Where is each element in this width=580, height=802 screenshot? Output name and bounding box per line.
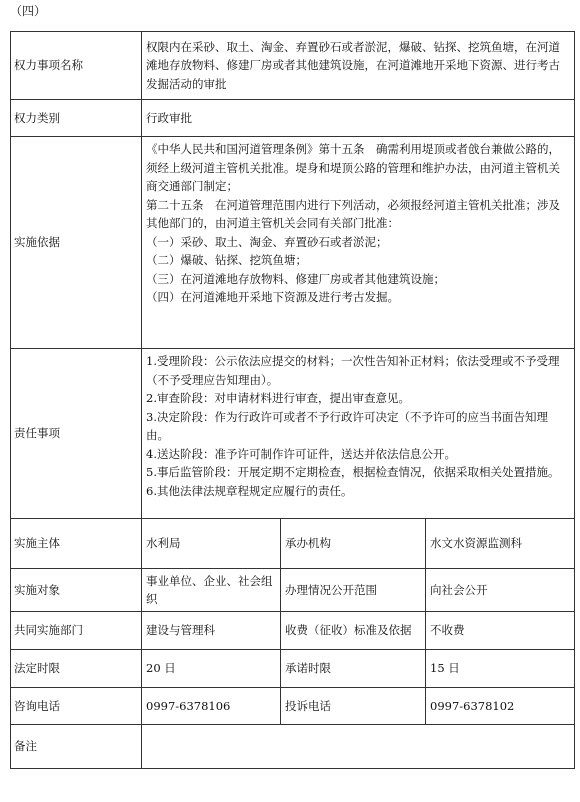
- disclosure-scope-value: 向社会公开: [426, 569, 575, 612]
- remark-label: 备注: [11, 725, 142, 769]
- promised-limit-label: 承诺时限: [281, 650, 426, 688]
- power-item-table: [10, 31, 575, 769]
- remark-value: [142, 725, 575, 769]
- joint-dept-value: 建设与管理科: [142, 612, 281, 650]
- responsibility-item: 3.决定阶段：作为行政许可或者不予行政许可决定（不予许可的应当书面告知理由。: [146, 409, 548, 442]
- responsibility-label: 责任事项: [11, 349, 142, 519]
- responsibility-item: 6.其他法律法规章程规定应履行的责任。: [146, 483, 353, 498]
- responsibility-value: [142, 349, 575, 519]
- legal-limit-value: 20 日: [142, 650, 281, 688]
- basis-paragraph: （四）在河道滩地开采地下资源及进行考古发掘。: [146, 290, 399, 304]
- row-phone: [11, 688, 575, 725]
- disclosure-scope-label: 办理情况公开范围: [281, 569, 426, 612]
- row-limit: [11, 650, 575, 688]
- target-label: 实施对象: [11, 569, 142, 612]
- row-dept: [11, 612, 575, 650]
- row-target: [11, 569, 575, 612]
- promised-limit-value: 15 日: [426, 650, 575, 688]
- row-responsibility: [11, 349, 575, 519]
- agency-value: 水文水资源监测科: [426, 519, 575, 569]
- row-basis: [11, 137, 575, 349]
- consult-phone-label: 咨询电话: [11, 688, 142, 725]
- legal-limit-label: 法定时限: [11, 650, 142, 688]
- target-value: 事业单位、企业、社会组织: [142, 569, 281, 612]
- basis-paragraph: （三）在河道滩地存放物料、修建厂房或者其他建筑设施；: [146, 271, 445, 286]
- basis-value: [142, 137, 575, 349]
- subject-value: 水利局: [142, 519, 281, 569]
- responsibility-item: 5.事后监管阶段：开展定期不定期检查，根据检查情况，依据采取相关处置措施。: [146, 465, 560, 479]
- basis-paragraph: （二）爆破、钻探、挖筑鱼塘；: [146, 253, 307, 267]
- basis-paragraph: 第二十五条 在河道管理范围内进行下列活动，必须报经河道主管机关批准；涉及其他部门的，由河道主管机关会同有关部门批准：: [146, 197, 560, 230]
- responsibility-item: 2.审查阶段：对申请材料进行审查，提出审查意见。: [146, 391, 410, 405]
- subject-label: 实施主体: [11, 519, 142, 569]
- responsibility-item: 4.送达阶段：准予许可制作许可证件，送达并依法信息公开。: [146, 446, 456, 461]
- agency-label: 承办机构: [281, 519, 426, 569]
- power-type-label: 权力类别: [11, 100, 142, 137]
- section-heading: （四）: [10, 4, 47, 18]
- consult-phone-value: 0997-6378106: [142, 688, 281, 725]
- complaint-phone-value: 0997-6378102: [426, 688, 575, 725]
- row-remark: [11, 725, 575, 769]
- basis-label: 实施依据: [11, 137, 142, 349]
- complaint-phone-label: 投诉电话: [281, 688, 426, 725]
- power-type-value: 行政审批: [142, 100, 575, 137]
- row-power-type: [11, 100, 575, 137]
- power-name-value: 权限内在采砂、取土、淘金、弃置砂石或者淤泥，爆破、钻探、挖筑鱼塘，在河道滩地存放物料、修建厂房或者其他建筑设施，在河道滩地开采地下资源、进行考古发掘活动的审批: [142, 32, 575, 100]
- joint-dept-label: 共同实施部门: [11, 612, 142, 650]
- power-name-label: 权力事项名称: [11, 32, 142, 100]
- responsibility-item: 1.受理阶段：公示依法应提交的材料；一次性告知补正材料；依法受理或不予受理（不予受理应告知理由）。: [146, 354, 560, 387]
- fee-standard-value: 不收费: [426, 612, 575, 650]
- basis-paragraph: 《中华人民共和国河道管理条例》第十五条 确需利用堤顶或者戗台兼做公路的，须经上级河道主管机关批准。堤身和堤顶公路的管理和维护办法，由河道主管机关商交通部门制定；: [146, 142, 560, 193]
- fee-standard-label: 收费（征收）标准及依据: [281, 612, 426, 650]
- row-power-name: [11, 32, 575, 100]
- basis-paragraph: （一）采砂、取土、淘金、弃置砂石或者淤泥；: [146, 234, 388, 249]
- row-subject: [11, 519, 575, 569]
